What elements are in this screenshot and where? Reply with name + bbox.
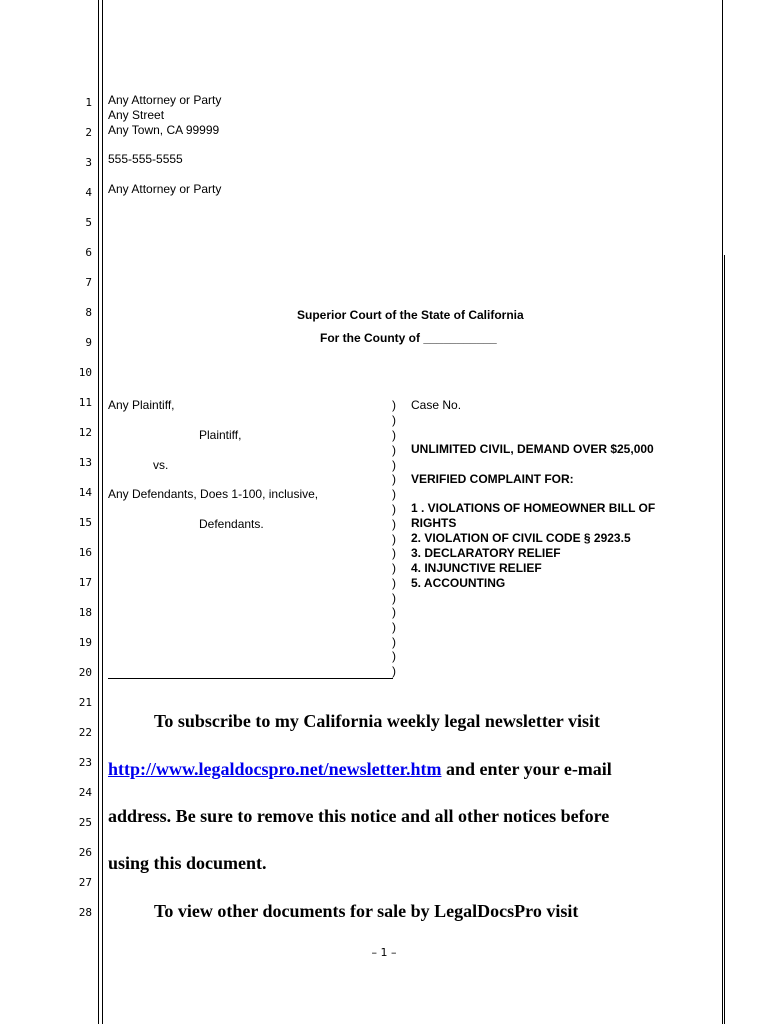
notice-line-2 [108,759,612,779]
line-number: 28 [78,906,92,919]
cause-of-action: 4. INJUNCTIVE RELIEF [411,561,542,575]
cause-of-action: 1 . VIOLATIONS OF HOMEOWNER BILL OF [411,501,656,515]
line-number: 19 [78,636,92,649]
line-number: 10 [78,366,92,379]
line-number: 12 [78,426,92,439]
cause-of-action: RIGHTS [411,516,457,530]
right-margin-rule-1 [722,0,723,1024]
line-number: 17 [78,576,92,589]
court-county: For the County of ___________ [320,331,497,345]
notice-line-5: To view other documents for sale by LegalDocsPro visit [154,901,579,921]
notice-line-3: address. Be sure to remove this notice and all other notices before [108,806,610,826]
line-number: 16 [78,546,92,559]
notice-line-2-rest: and enter your e-mail [441,759,612,779]
line-number: 5 [85,216,92,229]
complaint-title: VERIFIED COMPLAINT FOR: [411,472,574,486]
notice-line-4: using this document. [108,853,267,873]
attorney-for: Any Attorney or Party [108,182,222,196]
line-number: 13 [78,456,92,469]
line-number: 26 [78,846,92,859]
attorney-phone: 555-555-5555 [108,152,183,166]
caption-underline [108,678,393,679]
attorney-street: Any Street [108,108,165,122]
line-number: 27 [78,876,92,889]
defendants-name: Any Defendants, Does 1-100, inclusive, [108,487,319,501]
attorney-city: Any Town, CA 99999 [108,123,220,137]
plaintiff-role: Plaintiff, [199,428,242,442]
line-number: 2 [85,126,92,139]
line-number: 14 [78,486,92,499]
case-number-label: Case No. [411,398,462,412]
line-number: 6 [85,246,92,259]
cause-of-action: 2. VIOLATION OF CIVIL CODE § 2923.5 [411,531,631,545]
line-number: 3 [85,156,92,169]
line-number: 1 [85,96,92,109]
line-number: 21 [78,696,92,709]
line-number: 4 [85,186,92,199]
attorney-name: Any Attorney or Party [108,93,222,107]
civil-type: UNLIMITED CIVIL, DEMAND OVER $25,000 [411,442,654,456]
line-number: 23 [78,756,92,769]
court-name: Superior Court of the State of California [297,308,524,322]
pleading-page: 1 2 3 4 5 6 7 8 9 10 11 12 13 14 15 16 17 18 19 20 21 22 23 24 25 26 27 28 Any Attorney or Party Any Street Any Town, CA 99999 555-555-5555 Any Attorney or Party Superior Court of the State of California For the County of ___________ Any Plaintiff, Plaintiff, vs. Any Defendants, Does 1-100, inclusive, Defendants. ) ) ) ) ) ) ) ) ) ) ) ) ) ) ) ) ) ) ) Case No. UNLIMITED CIVIL, DEMAND OVER $25,000 VERIFIED COMPLAINT FOR: 1 . VIOLATIONS OF HOMEOWNER BILL OF RIGHTS 2. VIOLATION OF CIVIL CODE § 2923.5 3. DECLARATORY RELIEF 4. INJUNCTIVE RELIEF 5. ACCOUNTING To subscribe to my California weekly legal newsletter visit http://www.legaldocspro.net/newsletter.htm and enter your e-mail address. Be sure to remove this notice and all other notices before using this document. To view other documents for sale by LegalDocsPro visit – 1 – [0,0,768,1024]
line-number: 25 [78,816,92,829]
cause-of-action: 5. ACCOUNTING [411,576,506,590]
plaintiff-name: Any Plaintiff, [108,398,175,412]
right-margin-rule-2 [724,255,725,1024]
line-number: 9 [85,336,92,349]
line-number: 20 [78,666,92,679]
line-number: 8 [85,306,92,319]
line-number: 11 [78,396,92,409]
cause-of-action: 3. DECLARATORY RELIEF [411,546,561,560]
line-number: 7 [85,276,92,289]
notice-line-1: To subscribe to my California weekly legal newsletter visit [154,711,600,731]
versus: vs. [153,458,169,472]
left-margin-rule-1 [98,0,99,1024]
line-number: 15 [78,516,92,529]
line-number: 24 [78,786,92,799]
page-number: – 1 – [371,946,397,959]
line-number: 22 [78,726,92,739]
newsletter-link[interactable]: http://www.legaldocspro.net/newsletter.htm [108,759,442,779]
line-number: 18 [78,606,92,619]
left-margin-rule-2 [102,0,103,1024]
defendants-role: Defendants. [199,517,264,531]
